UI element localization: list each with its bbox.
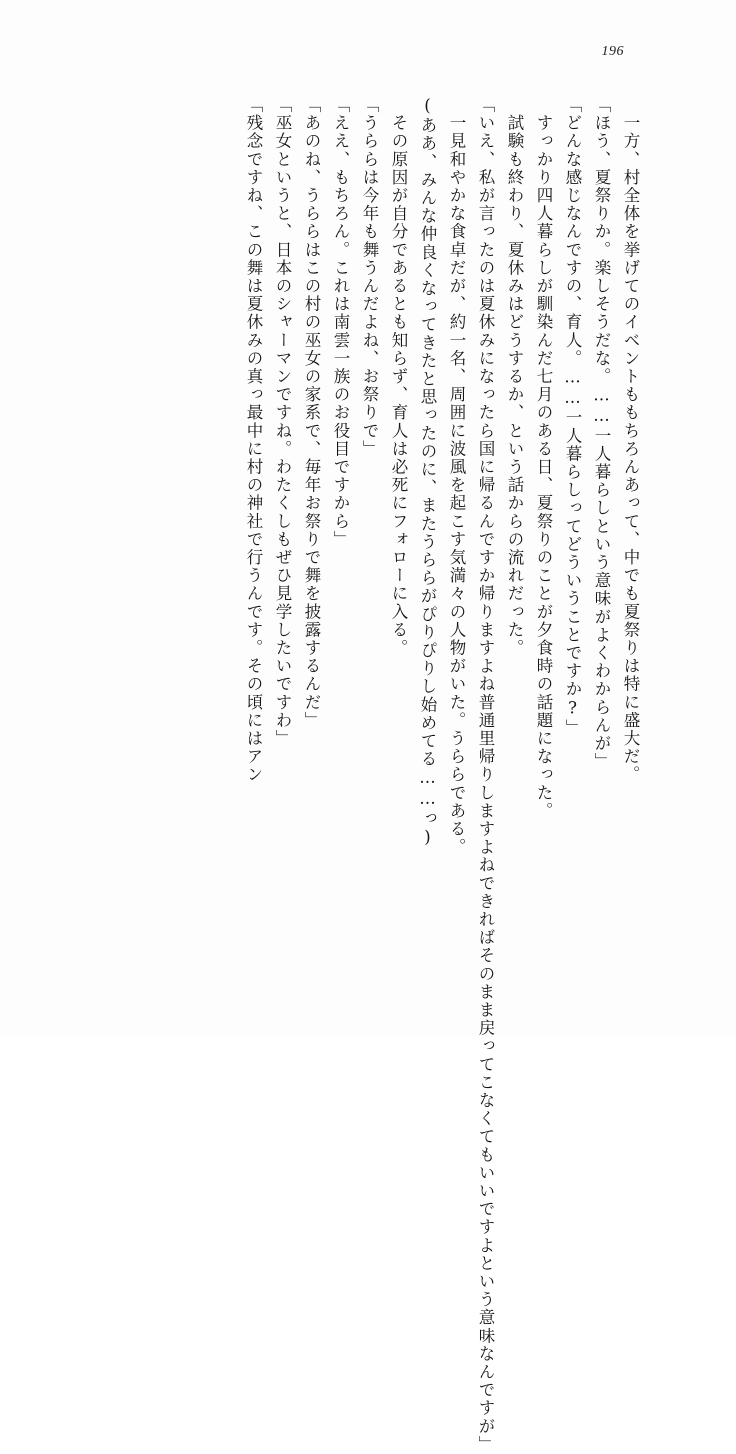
text-line: 「巫女というと、日本のシャーマンですね。わたくしもぜひ見学したいですわ」 xyxy=(273,96,292,748)
text-line: すっかり四人暮らしが馴染んだ七月のある日、夏祭りのことが夕食時の話題になった。 xyxy=(534,96,553,820)
page-number: 196 xyxy=(601,44,624,59)
text-line: 「ほう、夏祭りか。楽しそうだな。……一人暮らしという意味がよくわからんが」 xyxy=(592,96,611,771)
text-line: 「どんな感じなんですの、育人。……一人暮らしってどういうことですか?」 xyxy=(563,96,582,737)
text-line: 一見和やかな食卓だが、約一名、周囲に波風を起こす気満々の人物がいた。うららである。 xyxy=(447,96,466,857)
text-line: 「残念ですね、この舞は夏休みの真っ最中に村の神社で行うんです。その頃にはアン xyxy=(244,96,263,784)
text-line: 「ええ、もちろん。これは南雲一族のお役目ですから」 xyxy=(331,96,350,549)
text-line: (ああ、みんな仲良くなってきたと思ったのに、またうららがぴりぴりし始めてる……っ) xyxy=(418,96,437,849)
text-line: 「うららは今年も舞うんだよね、お祭りで」 xyxy=(360,96,379,458)
text-line: 「いえ、私が言ったのは夏休みになったら国に帰るんですか帰りますよね普通里帰りしますよねできればそのまま戻ってこなくてもいいですよという意味なんですが」 xyxy=(476,96,495,1454)
text-line: 一方、村全体を挙げてのイベントももちろんあって、中でも夏祭りは特に盛大だ。 xyxy=(621,96,640,784)
vertical-text-body xyxy=(78,96,640,1454)
text-line: その原因が自分であるとも知らず、育人は必死にフォローに入る。 xyxy=(389,96,408,658)
text-line: 試験も終わり、夏休みはどうするか、という話からの流れだった。 xyxy=(505,96,524,658)
text-line: 「あのね、うららはこの村の巫女の家系で、毎年お祭りで舞を披露するんだ」 xyxy=(302,96,321,730)
